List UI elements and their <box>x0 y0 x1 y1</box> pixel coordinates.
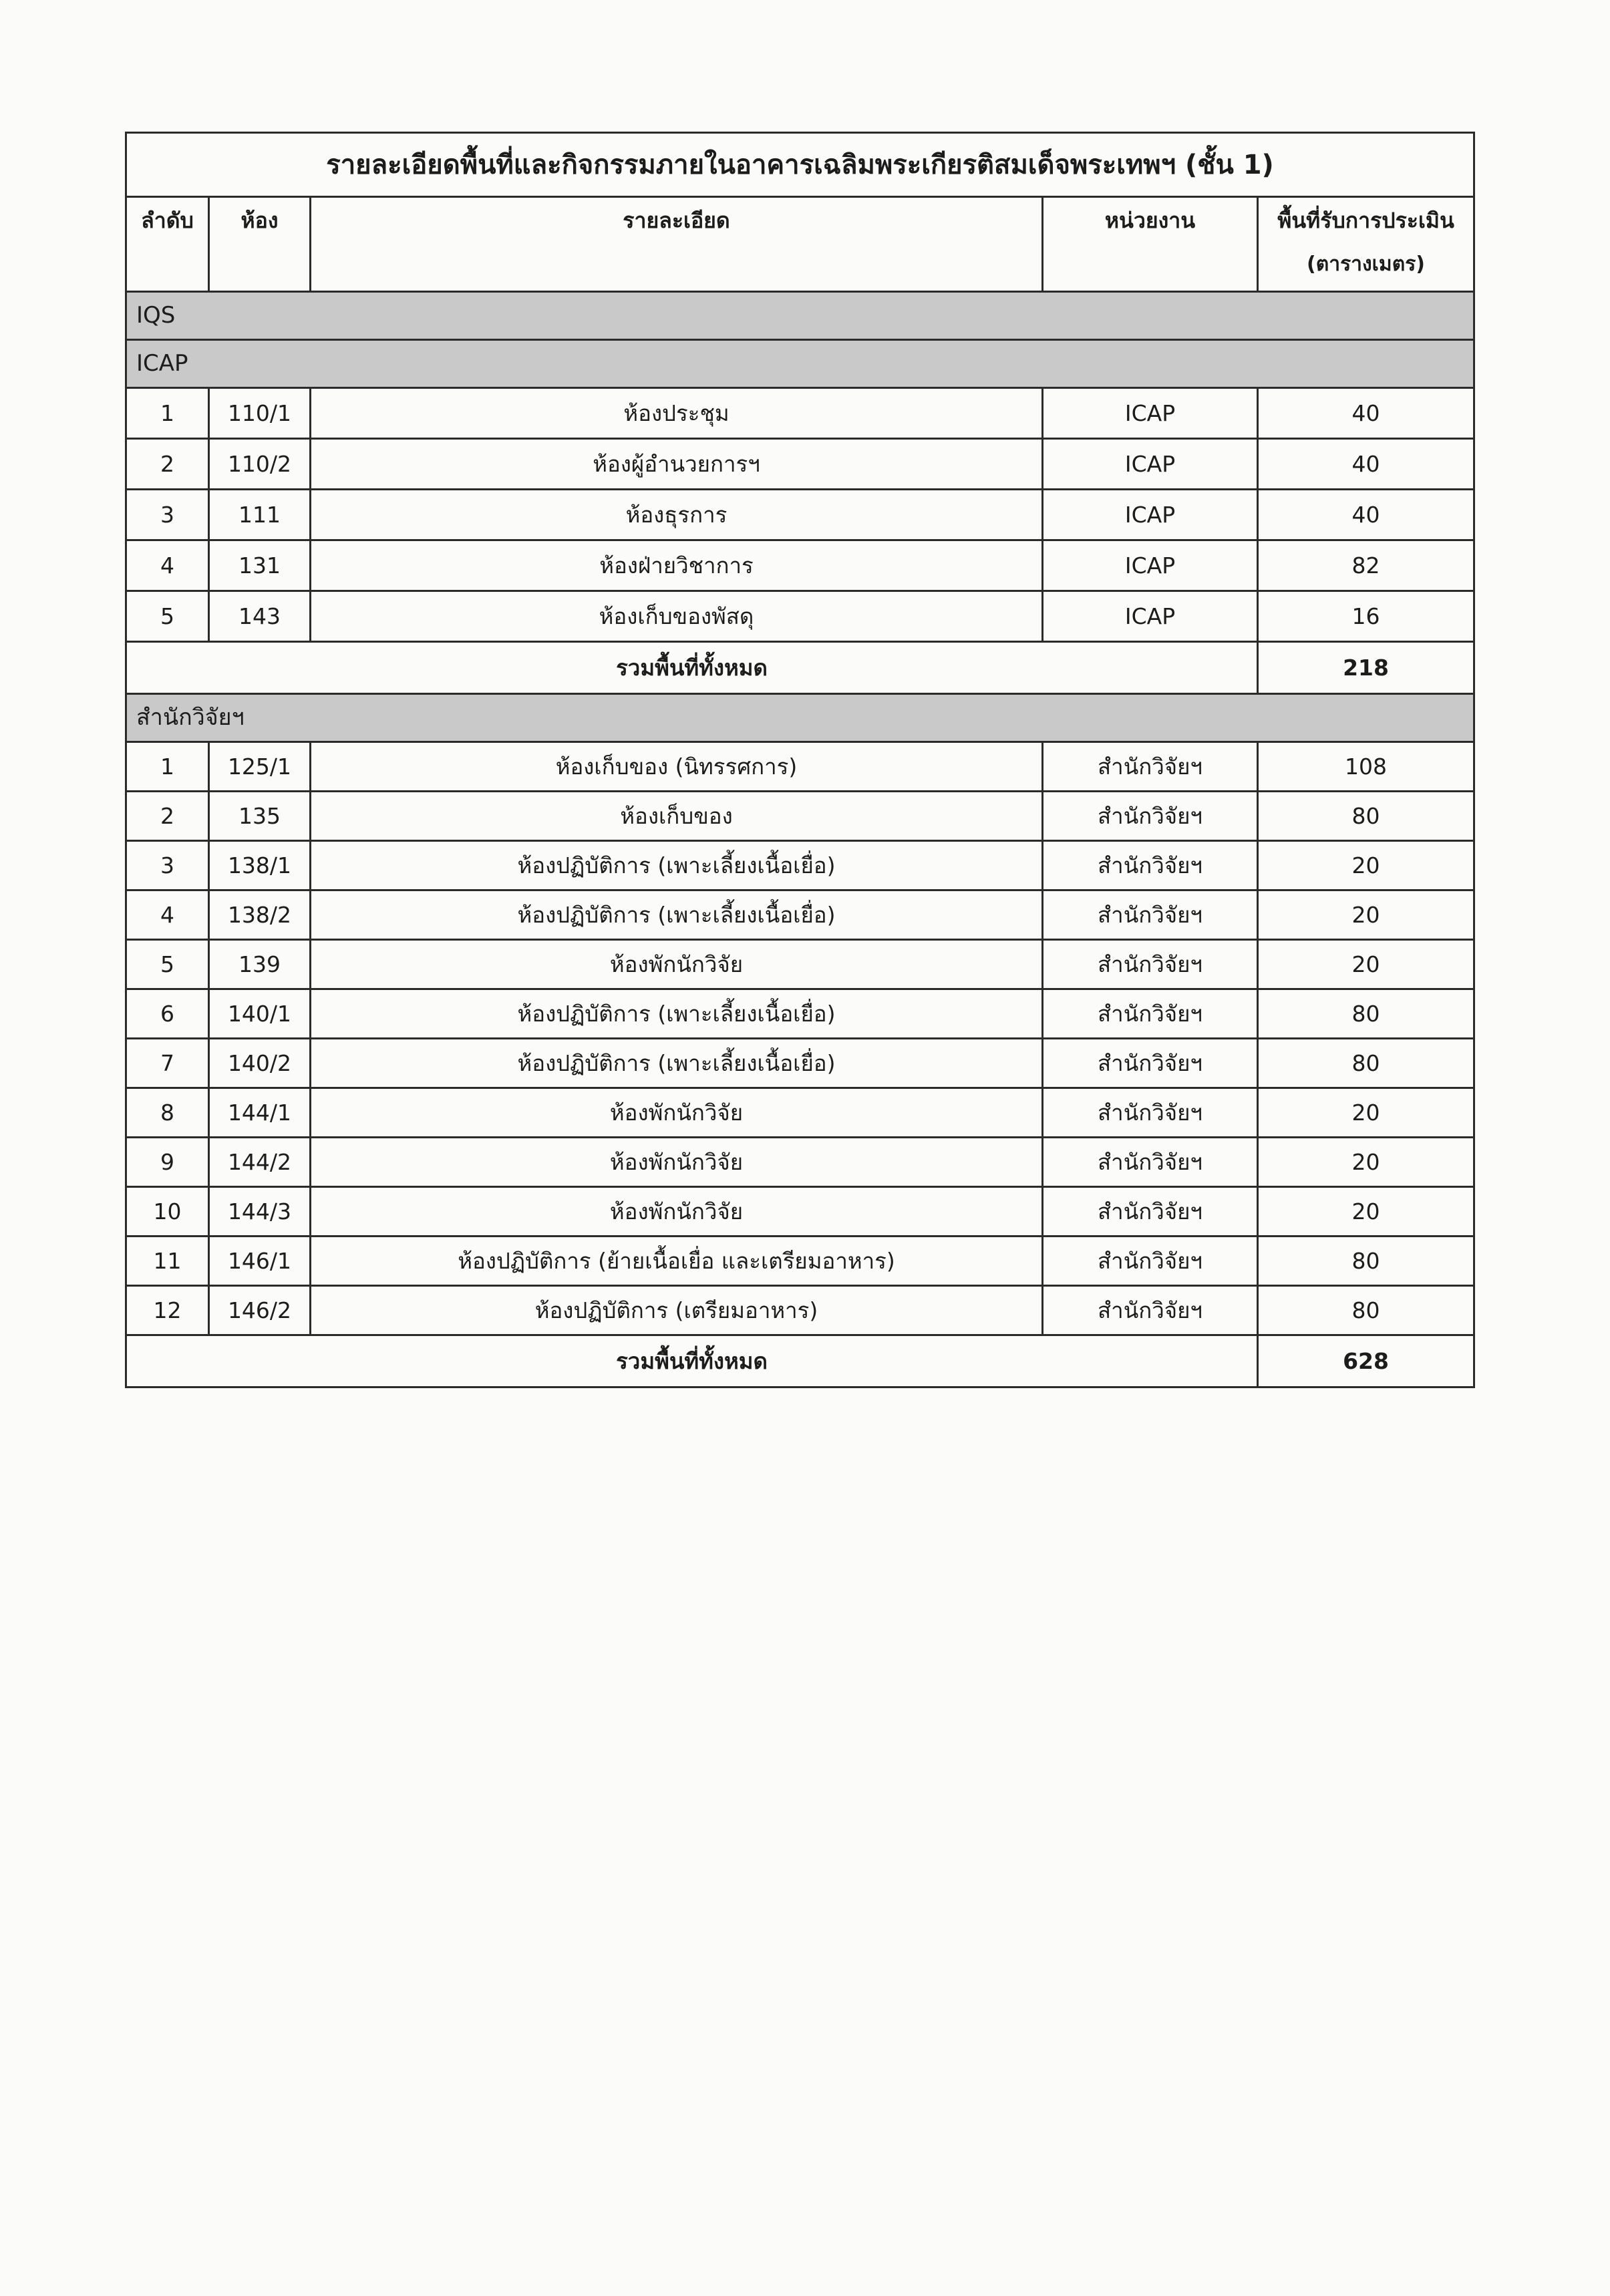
cell-no: 9 <box>126 1138 209 1187</box>
cell-room: 143 <box>209 591 311 642</box>
table-row <box>126 1138 1474 1187</box>
cell-detail: ห้องปฏิบัติการ (เพาะเลี้ยงเนื้อเยื่อ) <box>311 890 1043 940</box>
total-value: 628 <box>1258 1335 1474 1387</box>
section-header-row <box>126 694 1474 742</box>
cell-area: 20 <box>1258 1187 1474 1237</box>
table-row <box>126 540 1474 591</box>
cell-detail: ห้องปฏิบัติการ (เพาะเลี้ยงเนื้อเยื่อ) <box>311 989 1043 1039</box>
cell-no: 1 <box>126 388 209 439</box>
cell-unit: สำนักวิจัยฯ <box>1043 940 1258 989</box>
cell-area: 80 <box>1258 1237 1474 1286</box>
cell-detail: ห้องเก็บของ <box>311 792 1043 841</box>
cell-area: 40 <box>1258 439 1474 490</box>
table-row <box>126 388 1474 439</box>
cell-unit: สำนักวิจัยฯ <box>1043 890 1258 940</box>
cell-detail: ห้องพักนักวิจัย <box>311 1138 1043 1187</box>
cell-detail: ห้องปฏิบัติการ (ย้ายเนื้อเยื่อ และเตรียมอาหาร) <box>311 1237 1043 1286</box>
cell-no: 6 <box>126 989 209 1039</box>
cell-detail: ห้องพักนักวิจัย <box>311 1187 1043 1237</box>
section-name: ICAP <box>126 340 1474 388</box>
table-row <box>126 1088 1474 1138</box>
cell-area: 80 <box>1258 1039 1474 1088</box>
cell-area: 16 <box>1258 591 1474 642</box>
cell-detail: ห้องธุรการ <box>311 490 1043 540</box>
cell-room: 110/2 <box>209 439 311 490</box>
cell-no: 1 <box>126 742 209 792</box>
cell-no: 3 <box>126 490 209 540</box>
cell-no: 4 <box>126 540 209 591</box>
table-row <box>126 1039 1474 1088</box>
cell-unit: ICAP <box>1043 388 1258 439</box>
table-row <box>126 490 1474 540</box>
total-label: รวมพื้นที่ทั้งหมด <box>126 1335 1258 1387</box>
cell-detail: ห้องพักนักวิจัย <box>311 1088 1043 1138</box>
table-row <box>126 841 1474 890</box>
total-row <box>126 642 1474 694</box>
cell-area: 108 <box>1258 742 1474 792</box>
cell-detail: ห้องปฏิบัติการ (เตรียมอาหาร) <box>311 1286 1043 1335</box>
cell-room: 140/1 <box>209 989 311 1039</box>
cell-area: 80 <box>1258 1286 1474 1335</box>
cell-no: 12 <box>126 1286 209 1335</box>
cell-room: 144/1 <box>209 1088 311 1138</box>
cell-no: 4 <box>126 890 209 940</box>
cell-unit: สำนักวิจัยฯ <box>1043 1138 1258 1187</box>
cell-area: 80 <box>1258 792 1474 841</box>
cell-detail: ห้องปฏิบัติการ (เพาะเลี้ยงเนื้อเยื่อ) <box>311 841 1043 890</box>
header-unit: หน่วยงาน <box>1043 197 1258 292</box>
cell-room: 125/1 <box>209 742 311 792</box>
cell-unit: สำนักวิจัยฯ <box>1043 792 1258 841</box>
table-row <box>126 1187 1474 1237</box>
cell-area: 40 <box>1258 490 1474 540</box>
cell-room: 140/2 <box>209 1039 311 1088</box>
table-title: รายละเอียดพื้นที่และกิจกรรมภายในอาคารเฉลิมพระเกียรติสมเด็จพระเทพฯ (ชั้น 1) <box>126 133 1474 197</box>
cell-room: 131 <box>209 540 311 591</box>
total-row <box>126 1335 1474 1387</box>
table-row <box>126 439 1474 490</box>
cell-detail: ห้องเก็บของ (นิทรรศการ) <box>311 742 1043 792</box>
cell-room: 146/1 <box>209 1237 311 1286</box>
cell-detail: ห้องพักนักวิจัย <box>311 940 1043 989</box>
table-row <box>126 989 1474 1039</box>
table-row <box>126 1237 1474 1286</box>
cell-unit: สำนักวิจัยฯ <box>1043 1039 1258 1088</box>
cell-area: 40 <box>1258 388 1474 439</box>
cell-detail: ห้องผู้อำนวยการฯ <box>311 439 1043 490</box>
cell-room: 144/2 <box>209 1138 311 1187</box>
cell-room: 138/2 <box>209 890 311 940</box>
cell-no: 3 <box>126 841 209 890</box>
header-area-line1: พื้นที่รับการประเมิน <box>1277 208 1454 233</box>
cell-room: 135 <box>209 792 311 841</box>
header-detail: รายละเอียด <box>311 197 1043 292</box>
cell-unit: สำนักวิจัยฯ <box>1043 742 1258 792</box>
cell-unit: ICAP <box>1043 490 1258 540</box>
cell-unit: สำนักวิจัยฯ <box>1043 1286 1258 1335</box>
cell-no: 7 <box>126 1039 209 1088</box>
cell-area: 80 <box>1258 989 1474 1039</box>
cell-no: 5 <box>126 940 209 989</box>
cell-area: 20 <box>1258 1088 1474 1138</box>
table-row <box>126 742 1474 792</box>
cell-unit: สำนักวิจัยฯ <box>1043 989 1258 1039</box>
section-name: IQS <box>126 292 1474 340</box>
total-value: 218 <box>1258 642 1474 694</box>
cell-detail: ห้องฝ่ายวิชาการ <box>311 540 1043 591</box>
cell-room: 111 <box>209 490 311 540</box>
cell-area: 82 <box>1258 540 1474 591</box>
section-name: สำนักวิจัยฯ <box>126 694 1474 742</box>
cell-no: 2 <box>126 792 209 841</box>
cell-area: 20 <box>1258 1138 1474 1187</box>
cell-room: 110/1 <box>209 388 311 439</box>
table-row <box>126 792 1474 841</box>
section-header-row <box>126 292 1474 340</box>
cell-room: 139 <box>209 940 311 989</box>
cell-unit: ICAP <box>1043 591 1258 642</box>
header-area-line2: (ตารางเมตร) <box>1307 252 1426 276</box>
header-room: ห้อง <box>209 197 311 292</box>
table-row <box>126 1286 1474 1335</box>
cell-room: 146/2 <box>209 1286 311 1335</box>
cell-unit: ICAP <box>1043 439 1258 490</box>
cell-no: 8 <box>126 1088 209 1138</box>
header-no: ลำดับ <box>126 197 209 292</box>
cell-no: 5 <box>126 591 209 642</box>
table-row <box>126 890 1474 940</box>
cell-unit: สำนักวิจัยฯ <box>1043 1237 1258 1286</box>
table-row <box>126 940 1474 989</box>
section-header-row <box>126 340 1474 388</box>
cell-detail: ห้องปฏิบัติการ (เพาะเลี้ยงเนื้อเยื่อ) <box>311 1039 1043 1088</box>
table-row <box>126 591 1474 642</box>
cell-unit: สำนักวิจัยฯ <box>1043 1187 1258 1237</box>
cell-unit: สำนักวิจัยฯ <box>1043 1088 1258 1138</box>
cell-area: 20 <box>1258 890 1474 940</box>
total-label: รวมพื้นที่ทั้งหมด <box>126 642 1258 694</box>
cell-unit: สำนักวิจัยฯ <box>1043 841 1258 890</box>
cell-detail: ห้องประชุม <box>311 388 1043 439</box>
cell-no: 10 <box>126 1187 209 1237</box>
cell-unit: ICAP <box>1043 540 1258 591</box>
header-area <box>1258 197 1474 292</box>
cell-room: 144/3 <box>209 1187 311 1237</box>
cell-detail: ห้องเก็บของพัสดุ <box>311 591 1043 642</box>
cell-room: 138/1 <box>209 841 311 890</box>
area-table <box>125 132 1475 1388</box>
cell-area: 20 <box>1258 841 1474 890</box>
cell-area: 20 <box>1258 940 1474 989</box>
cell-no: 2 <box>126 439 209 490</box>
cell-no: 11 <box>126 1237 209 1286</box>
